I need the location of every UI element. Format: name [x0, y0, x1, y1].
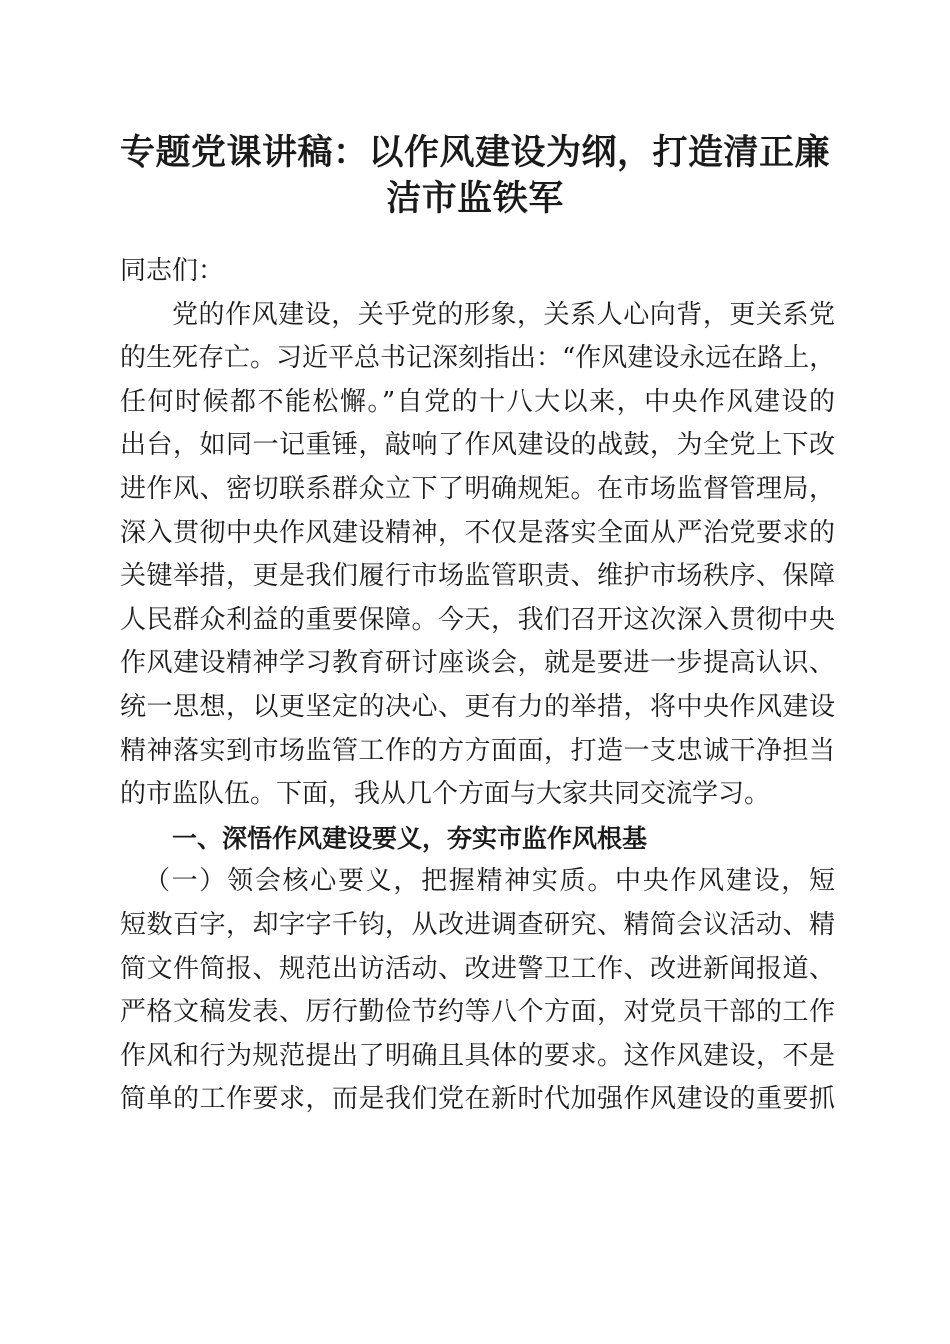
paragraph-line: 精神落实到市场监管工作的方方面面，打造一支忠诚干净担当	[120, 735, 835, 766]
paragraph-line: 党的作风建设，关乎党的形象，关系人心向背，更关系党	[172, 299, 835, 330]
salutation: 同志们：	[120, 256, 225, 286]
paragraph-line: 进作风、密切联系群众立下了明确规矩。在市场监督管理局，	[120, 473, 835, 504]
document-title	[100, 130, 850, 222]
paragraph-line: 简文件简报、规范出访活动、改进警卫工作、改进新闻报道、	[120, 953, 835, 984]
title-line: 专题党课讲稿：以作风建设为纲，打造清正廉	[119, 132, 830, 173]
paragraph-line: 简单的工作要求，而是我们党在新时代加强作风建设的重要抓	[120, 1084, 835, 1115]
paragraph-line: 作风和行为规范提出了明确且具体的要求。这作风建设，不是	[120, 1040, 835, 1071]
paragraph-line: 统一思想，以更坚定的决心、更有力的举措，将中央作风建设	[120, 691, 835, 722]
paragraph-line: 出台，如同一记重锤，敲响了作风建设的战鼓，为全党上下改	[120, 430, 835, 461]
paragraph-line: 严格文稿发表、厉行勤俭节约等八个方面，对党员干部的工作	[120, 997, 835, 1028]
paragraph-line: 短数百字，却字字千钧，从改进调查研究、精简会议活动、精	[120, 909, 835, 940]
paragraph-line: 深入贯彻中央作风建设精神，不仅是落实全面从严治党要求的	[120, 517, 835, 548]
section-heading: 一、深悟作风建设要义，夯实市监作风根基	[172, 823, 648, 853]
paragraph-line: 作风建设精神学习教育研讨座谈会，就是要进一步提高认识、	[120, 648, 835, 679]
paragraph-line: 关键举措，更是我们履行市场监管职责、维护市场秩序、保障	[120, 561, 835, 592]
title-line: 洁市监铁军	[386, 178, 564, 219]
paragraph-line: 的生死存亡。习近平总书记深刻指出：“作风建设永远在路上，	[120, 343, 835, 374]
document-body	[120, 250, 835, 1122]
paragraph-line: （一）领会核心要义，把握精神实质。中央作风建设，短	[144, 866, 835, 897]
paragraph-line: 任何时候都不能松懈。”自党的十八大以来，中央作风建设的	[120, 386, 835, 417]
paragraph-line: 人民群众利益的重要保障。今天，我们召开这次深入贯彻中央	[120, 604, 835, 635]
paragraph-line: 的市监队伍。下面，我从几个方面与大家共同交流学习。	[120, 779, 771, 810]
